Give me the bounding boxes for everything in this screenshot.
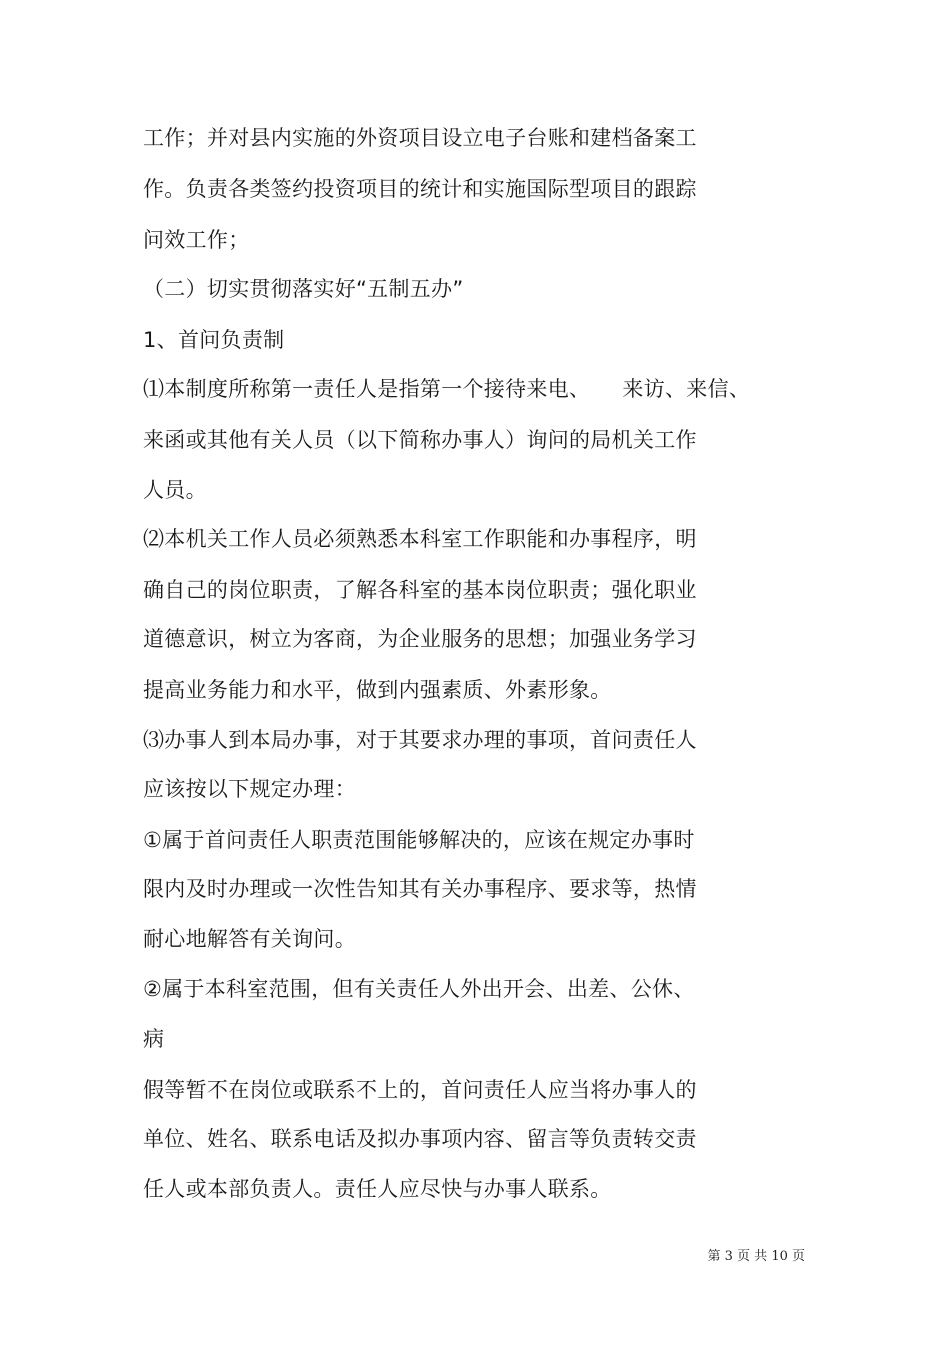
section-heading: （二）切实贯彻落实好“五制五办” [143,277,464,301]
text-line: 应该按以下规定办理： [143,777,356,801]
text-line: 耐心地解答有关询问。 [143,927,356,951]
text-line: 来函或其他有关人员（以下简称办事人）询问的局机关工作 [143,428,697,452]
subsection-heading: 1、首问负责制 [143,328,285,352]
text-line: 单位、姓名、联系电话及拟办事项内容、留言等负责转交责 [143,1127,697,1151]
text-line: 任人或本部负责人。责任人应尽快与办事人联系。 [143,1177,612,1201]
text-line: ⑵本机关工作人员必须熟悉本科室工作职能和办事程序，明 [143,527,697,551]
text-line: ①属于首问责任人职责范围能够解决的，应该在规定办事时 [143,828,695,852]
text-line: ②属于本科室范围，但有关责任人外出开会、出差、公休、 [143,977,695,1001]
text-line: 病 [143,1027,165,1051]
text-line: 假等暂不在岗位或联系不上的，首问责任人应当将办事人的 [143,1078,697,1102]
text-line: 限内及时办理或一次性告知其有关办事程序、要求等，热情 [143,877,697,901]
text-line: 工作；并对县内实施的外资项目设立电子台账和建档备案工 [143,126,697,150]
text-line: 确自己的岗位职责，了解各科室的基本岗位职责；强化职业 [143,578,697,602]
text-line: 人员。 [143,478,207,502]
text-line: 问效工作； [143,228,250,252]
page-number: 第 3 页 共 10 页 [707,1249,805,1264]
text-line: ⑶办事人到本局办事，对于其要求办理的事项，首问责任人 [143,728,697,752]
text-line: 作。负责各类签约投资项目的统计和实施国际型项目的跟踪 [143,177,697,201]
text-line: 提高业务能力和水平，做到内强素质、外素形象。 [143,678,612,702]
text-line: ⑴本制度所称第一责任人是指第一个接待来电、 来访、来信、 [143,377,751,401]
text-line: 道德意识，树立为客商，为企业服务的思想；加强业务学习 [143,627,697,651]
